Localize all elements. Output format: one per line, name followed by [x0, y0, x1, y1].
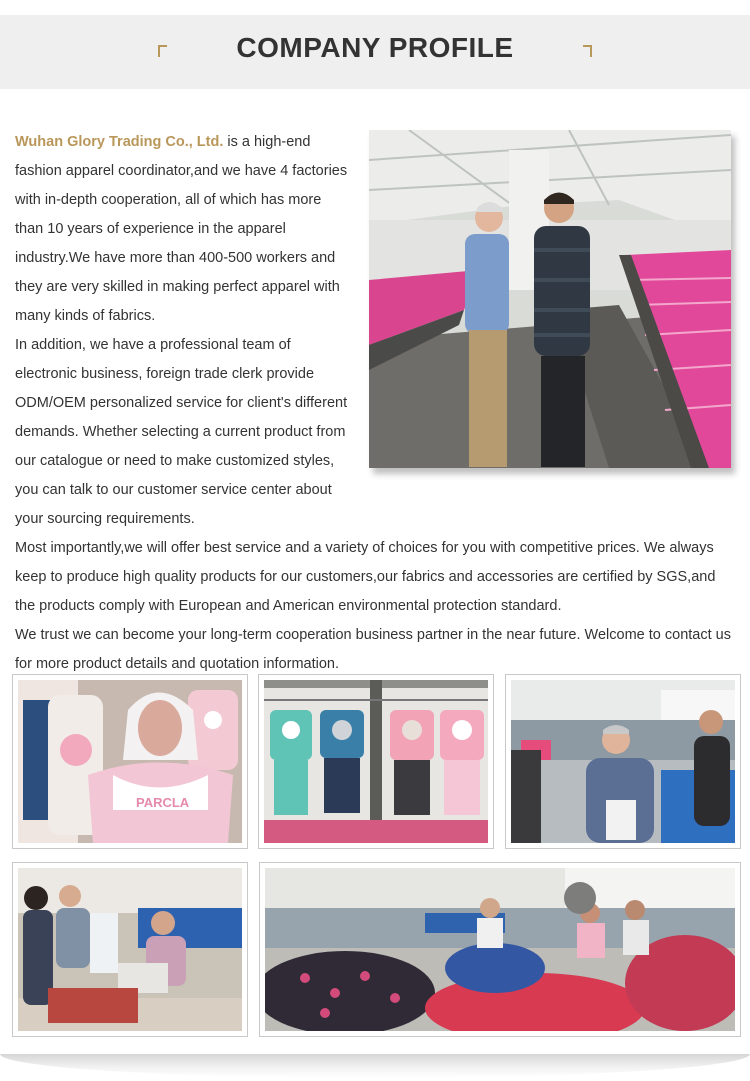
sewing-illustration [18, 868, 242, 1031]
garment-production-line-photo [259, 862, 741, 1037]
intro-paragraph-3: Most importantly,we will offer best service and a variety of choices for you with competitive prices. We always keep to produce high quality products for our customers,our fabrics and accessories are certified by SGS,and the products comply with European and American environmental protection standard. [15, 540, 716, 614]
corner-bracket-right-icon [583, 45, 592, 57]
pajama-illustration [264, 680, 488, 843]
intro-paragraph-4: We trust we can become your long-term cooperation business partner in the near future. Welcome to contact us for more product details and quotation information. [15, 627, 731, 672]
company-description [15, 128, 737, 679]
factory-photo-illustration [369, 130, 731, 468]
unicorn-hoodie-display-photo [12, 674, 248, 849]
sewing-workshop-photo [12, 862, 248, 1037]
factory-printing-floor-photo [369, 130, 737, 475]
section-header [0, 15, 750, 89]
intro-paragraph-1-text: is a high-end fashion apparel coordinator,and we have 4 factories with in-depth cooperation, all of which has more than 10 years of experience in the apparel industry.We have more than 400-500 workers and they are very skilled in making perfect apparel with many kinds of fabrics. [15, 134, 348, 324]
inspection-illustration [511, 680, 735, 843]
page-title: COMPANY PROFILE [236, 32, 514, 63]
bottom-shadow-divider [0, 1054, 750, 1078]
svg-text:PARCLA: PARCLA [136, 795, 190, 810]
quality-inspection-photo [505, 674, 741, 849]
company-name: Wuhan Glory Trading Co., Ltd. [15, 134, 224, 150]
production-line-illustration [265, 868, 735, 1031]
intro-paragraph-2: In addition, we have a professional team of electronic business, foreign trade clerk provide ODM/OEM personalized service for client's different demands. Whether selecting a current product from our catalogue or need to make customized styles, you can talk to our customer service center about your sourcing requirements. [15, 337, 348, 527]
kids-pajama-sets-display-photo [258, 674, 494, 849]
hoodie-illustration [18, 680, 242, 843]
